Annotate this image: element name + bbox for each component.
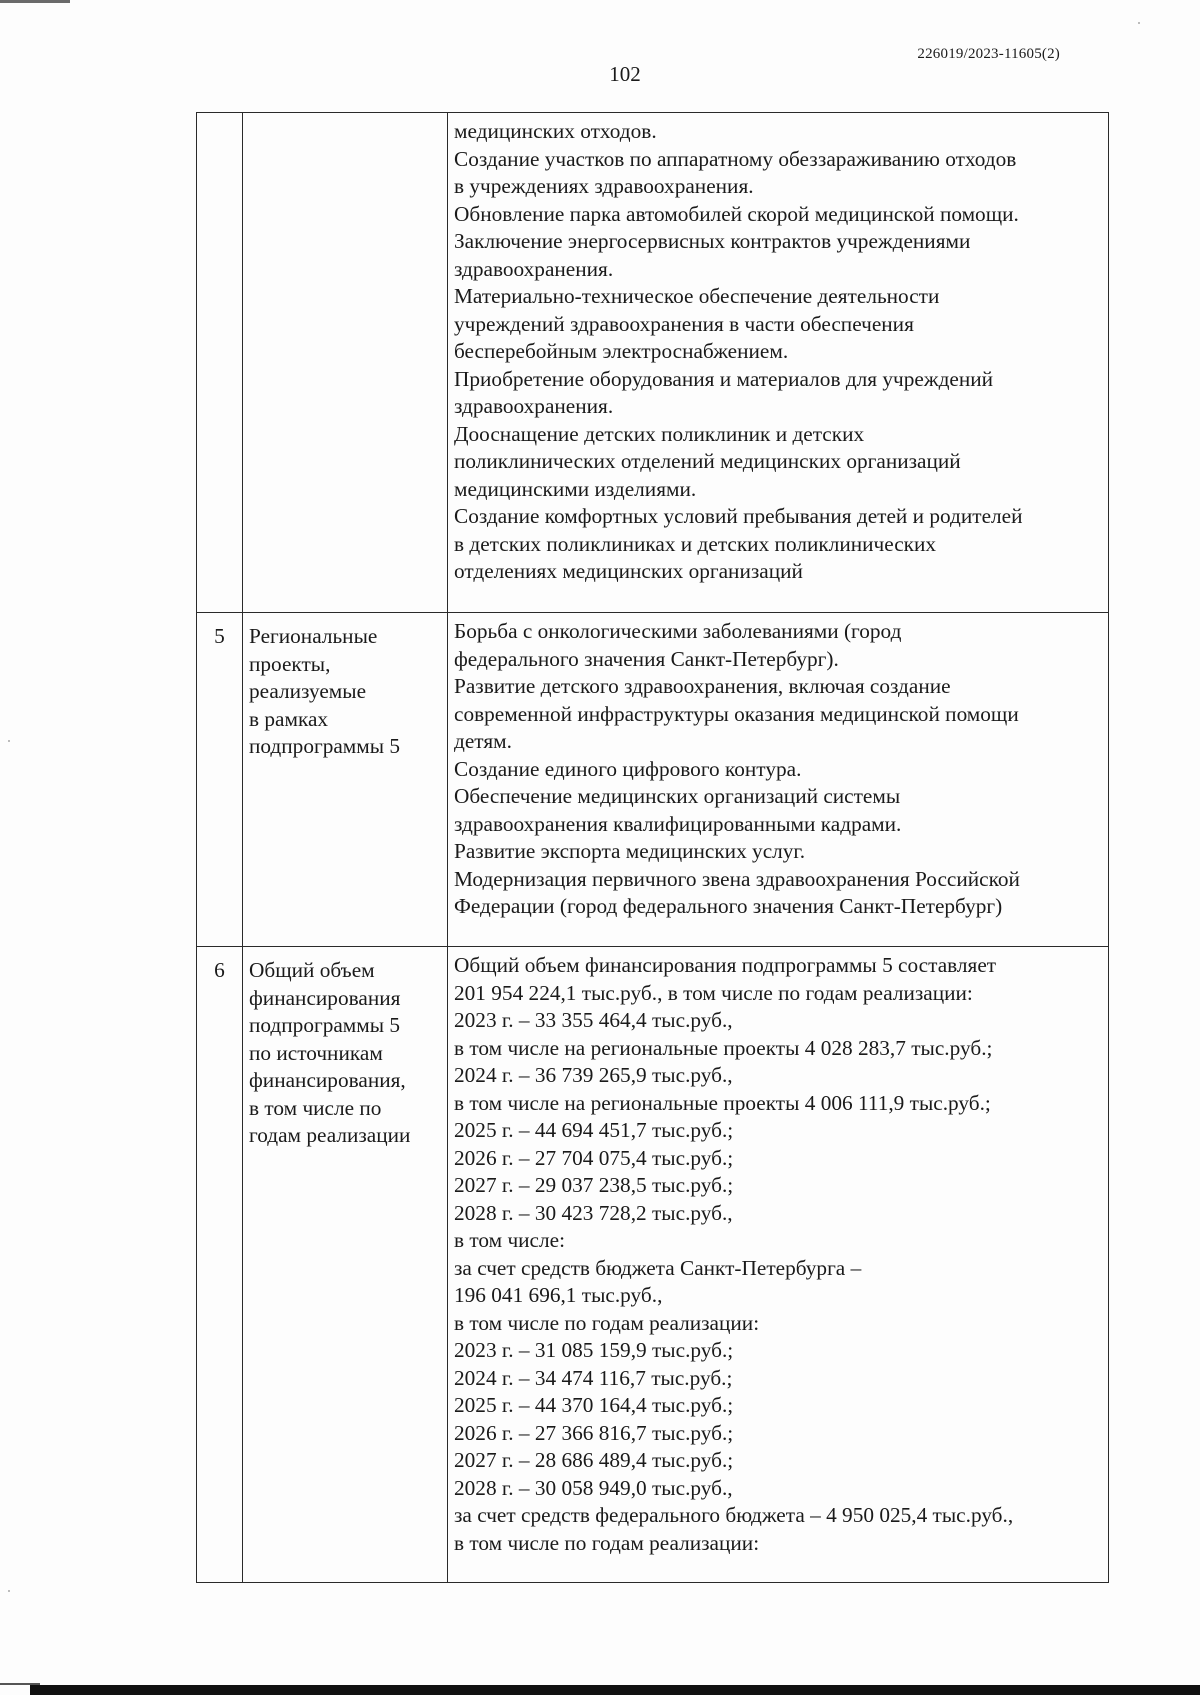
row-content-line: Заключение энергосервисных контрактов учреждениями xyxy=(454,229,971,253)
row-content-line: Федерации (город федерального значения Санкт-Петербург) xyxy=(454,894,1003,918)
subprogram-table xyxy=(196,112,1109,1583)
row-content-line: Дооснащение детских поликлиник и детских xyxy=(454,421,865,446)
row-content-line: здравоохранения квалифицированными кадрами. xyxy=(454,811,902,836)
row-content-line: Развитие экспорта медицинских услуг. xyxy=(454,839,806,863)
row-content-line: Обеспечение медицинских организаций системы xyxy=(454,784,901,808)
scan-bottom-edge xyxy=(30,1685,1200,1695)
row-content-line: федерального значения Санкт-Петербург). xyxy=(454,646,839,671)
row-content-line: в том числе на региональные проекты 4 006 111,9 тыс.руб.; xyxy=(454,1090,991,1115)
row-name-line: реализуемые xyxy=(249,679,367,703)
row-name-line: подпрограммы 5 xyxy=(249,734,401,758)
row-name-line: Региональные xyxy=(249,624,378,648)
row-content-line: бесперебойным электроснабжением. xyxy=(454,339,789,363)
row-content-line: за счет средств бюджета Санкт-Петербурга – xyxy=(454,1255,862,1280)
page-number: 102 xyxy=(609,62,641,86)
row-content-line: в том числе по годам реализации: xyxy=(454,1530,760,1555)
row-content-cell xyxy=(448,613,1109,947)
document-code: 226019/2023-11605(2) xyxy=(917,46,1060,62)
row-content-line: Развитие детского здравоохранения, включая создание xyxy=(454,674,951,698)
row-content-line: Борьба с онкологическими заболеваниями (город xyxy=(454,619,902,643)
row-content-line: медицинских отходов. xyxy=(454,119,657,143)
row-content-line: здравоохранения. xyxy=(454,394,614,418)
row-content-line: 2028 г. – 30 423 728,2 тыс.руб., xyxy=(454,1200,733,1225)
row-content-line: Обновление парка автомобилей скорой медицинской помощи. xyxy=(454,201,1019,226)
row-content-line: современной инфраструктуры оказания медицинской помощи xyxy=(454,701,1019,726)
scan-speck xyxy=(8,740,10,742)
row-content-line: отделениях медицинских организаций xyxy=(454,559,803,583)
row-content-line: Создание участков по аппаратному обеззараживанию отходов xyxy=(454,146,1017,171)
row-content-line: в том числе: xyxy=(454,1228,566,1252)
row-content-line: поликлинических отделений медицинских организаций xyxy=(454,449,961,473)
table-row xyxy=(197,613,1109,947)
scan-edge-mark xyxy=(0,0,70,3)
row-content-line: Материально-техническое обеспечение деятельности xyxy=(454,284,940,308)
row-content-line: в том числе на региональные проекты 4 028 283,7 тыс.руб.; xyxy=(454,1035,993,1060)
row-content-line: 2025 г. – 44 694 451,7 тыс.руб.; xyxy=(454,1118,734,1142)
row-number-cell xyxy=(197,113,243,613)
row-name-line: подпрограммы 5 xyxy=(249,1013,401,1037)
table-row xyxy=(197,947,1109,1583)
row-content-line: 2023 г. – 31 085 159,9 тыс.руб.; xyxy=(454,1338,734,1362)
scan-speck xyxy=(1138,22,1140,24)
row-number-cell: 5 xyxy=(197,613,243,947)
row-content-line: 2027 г. – 28 686 489,4 тыс.руб.; xyxy=(454,1448,734,1472)
row-name-line: в том числе по xyxy=(249,1095,382,1120)
table-row xyxy=(197,113,1109,613)
row-name-cell xyxy=(243,613,448,947)
row-content-line: 201 954 224,1 тыс.руб., в том числе по годам реализации: xyxy=(454,980,973,1005)
row-content-line: Общий объем финансирования подпрограммы 5 составляет xyxy=(454,953,997,977)
row-name-line: проекты, xyxy=(249,651,331,676)
row-content-line: Создание единого цифрового контура. xyxy=(454,756,802,781)
row-content-line: в детских поликлиниках и детских поликлинических xyxy=(454,531,937,556)
row-content-line: 196 041 696,1 тыс.руб., xyxy=(454,1283,663,1307)
row-content-line: в учреждениях здравоохранения. xyxy=(454,174,754,198)
row-content-line: 2023 г. – 33 355 464,4 тыс.руб., xyxy=(454,1008,733,1032)
row-content-line: 2024 г. – 34 474 116,7 тыс.руб.; xyxy=(454,1365,733,1390)
row-content-line: 2027 г. – 29 037 238,5 тыс.руб.; xyxy=(454,1173,734,1197)
row-content-line: Приобретение оборудования и материалов для учреждений xyxy=(454,366,994,391)
row-name-cell xyxy=(243,113,448,613)
row-content-line: Создание комфортных условий пребывания детей и родителей xyxy=(454,504,1023,528)
row-content-line: 2025 г. – 44 370 164,4 тыс.руб.; xyxy=(454,1393,734,1417)
row-content-line: 2026 г. – 27 366 816,7 тыс.руб.; xyxy=(454,1420,734,1445)
row-name-line: годам реализации xyxy=(249,1123,411,1147)
row-name-line: в рамках xyxy=(249,706,329,731)
row-content-line: в том числе по годам реализации: xyxy=(454,1310,760,1335)
row-content-cell xyxy=(448,113,1109,613)
scan-speck xyxy=(8,1590,10,1592)
row-name-line: Общий объем xyxy=(249,958,375,982)
row-name-line: финансирования xyxy=(249,985,401,1010)
row-content-cell xyxy=(448,947,1109,1583)
row-content-line: детям. xyxy=(454,729,512,753)
row-name-line: по источникам xyxy=(249,1040,383,1065)
row-name-cell xyxy=(243,947,448,1583)
row-content-line: 2026 г. – 27 704 075,4 тыс.руб.; xyxy=(454,1145,734,1170)
row-number-cell: 6 xyxy=(197,947,243,1583)
row-content-line: медицинскими изделиями. xyxy=(454,476,697,501)
row-content-line: за счет средств федерального бюджета – 4 950 025,4 тыс.руб., xyxy=(454,1503,1014,1527)
row-content-line: Модернизация первичного звена здравоохранения Российской xyxy=(454,866,1020,891)
row-content-line: учреждений здравоохранения в части обеспечения xyxy=(454,311,914,336)
row-content-line: 2024 г. – 36 739 265,9 тыс.руб., xyxy=(454,1063,733,1087)
row-content-line: здравоохранения. xyxy=(454,256,614,281)
row-name-line: финансирования, xyxy=(249,1068,406,1092)
row-content-line: 2028 г. – 30 058 949,0 тыс.руб., xyxy=(454,1475,733,1500)
